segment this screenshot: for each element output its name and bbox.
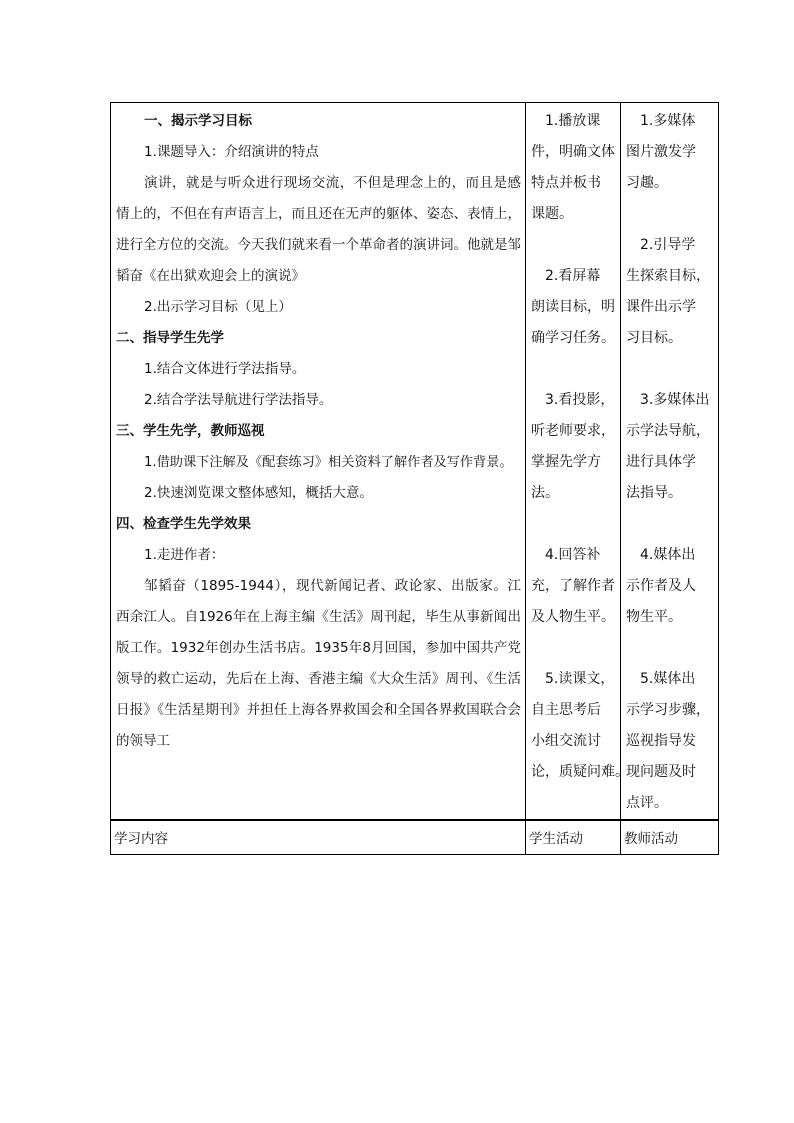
section-4-heading: 四、检查学生先学效果 [116, 516, 251, 532]
teacher-activity-line: 图片激发学 [626, 144, 696, 160]
teacher-activity-line: 5.媒体出 [640, 671, 696, 687]
section-4-paragraph: 邹韬奋（1895-1944），现代新闻记者、政论家、出版家。江西余江人。自1926年在上海主编《生活》周刊起，毕生从事新闻出版工作。1932年创办生活书店。1935年8月回国，参加中国共产党领导的救亡运动，先后在上海、香港主编《大众生活》周刊、《生活日报》《生活星期刊》并担任上海各界救国会和全国各界救国联合会的领导工 [116, 578, 521, 749]
teacher-gap [626, 199, 715, 230]
student-activity-line: 法。 [531, 485, 559, 501]
teacher-activity-line: 物生平。 [626, 609, 682, 625]
teacher-activity-line: 1.多媒体 [640, 113, 696, 129]
student-activity-label: 学生活动 [526, 820, 621, 854]
student-activity-line: 1.播放课 [545, 113, 601, 129]
student-gap [531, 509, 617, 540]
teacher-activity-line: 点评。 [626, 795, 668, 811]
student-activity-line: 件，明确文体 [531, 144, 615, 160]
teacher-activity-line: 法指导。 [626, 485, 682, 501]
student-activity-line: 5.读课文， [545, 671, 615, 687]
section-1-heading: 一、揭示学习目标 [144, 113, 252, 129]
teacher-activity-label: 教师活动 [621, 820, 719, 854]
lesson-plan-table [110, 102, 719, 855]
student-activity-line: 朗读目标，明 [531, 299, 615, 315]
student-activity-line: 充，了解作者 [531, 578, 615, 594]
student-activity-line: 小组交流讨 [531, 733, 601, 749]
header-label-row [111, 820, 719, 854]
student-activity-cell [526, 103, 629, 821]
student-activity-line: 听老师要求， [531, 423, 615, 439]
student-activity-line: 特点并板书 [531, 175, 601, 191]
learning-content-cell [111, 103, 526, 821]
student-gap [531, 230, 617, 261]
teacher-activity-line: 示学法导航， [626, 423, 710, 439]
section-2-item-1: 1.结合文体进行学法指导。 [144, 361, 306, 377]
teacher-activity-cell [621, 103, 719, 821]
student-activity-line: 3.看投影， [545, 392, 615, 408]
teacher-activity-line: 进行具体学 [626, 454, 696, 470]
teacher-activity-line: 2.引导学 [640, 237, 696, 253]
teacher-gap [626, 509, 715, 540]
teacher-gap [626, 354, 715, 385]
section-1-paragraph: 演讲，就是与听众进行现场交流，不但是理念上的，而且是感情上的，不但在有声语言上，而且还在无声的躯体、姿态、表情上，进行全方位的交流。今天我们就来看一个革命者的演讲词。他就是邹韬奋《在出狱欢迎会上的演说》 [116, 175, 521, 284]
teacher-activity-line: 示作者及人 [626, 578, 696, 594]
section-2-heading: 二、指导学生先学 [116, 330, 224, 346]
section-1-item-1: 1.课题导入：介绍演讲的特点 [144, 144, 319, 160]
student-activity-line: 及人物生平。 [531, 609, 615, 625]
student-gap [531, 354, 617, 385]
content-row [111, 103, 719, 821]
student-activity-line: 论，质疑问难。 [531, 764, 629, 780]
teacher-activity-line: 生探索目标， [626, 268, 710, 284]
learning-content-label: 学习内容 [111, 820, 526, 854]
teacher-activity-line: 4.媒体出 [640, 547, 696, 563]
teacher-activity-list [626, 106, 715, 819]
student-activity-line: 2.看屏幕 [545, 268, 601, 284]
section-1-item-2: 2.出示学习目标（见上） [144, 299, 292, 315]
section-3-item-1: 1.借助课下注解及《配套练习》相关资料了解作者及写作背景。 [144, 455, 513, 470]
teacher-gap [626, 633, 715, 664]
student-activity-line: 掌握先学方 [531, 454, 601, 470]
student-gap [531, 633, 617, 664]
student-activity-line: 确学习任务。 [531, 330, 615, 346]
section-3-item-2: 2.快速浏览课文整体感知，概括大意。 [144, 485, 373, 501]
teacher-activity-line: 3.多媒体出 [640, 392, 710, 408]
student-activity-line: 自主思考后 [531, 702, 601, 718]
teacher-activity-line: 示学习步骤， [626, 702, 710, 718]
teacher-activity-line: 现问题及时 [626, 764, 696, 780]
student-activity-line: 课题。 [531, 206, 573, 222]
teacher-activity-line: 习目标。 [626, 330, 682, 346]
teacher-activity-line: 巡视指导发 [626, 733, 696, 749]
section-3-heading: 三、学生先学，教师巡视 [116, 423, 265, 439]
section-4-item-1: 1.走进作者： [144, 547, 225, 563]
section-2-item-2: 2.结合学法导航进行学法指导。 [144, 392, 333, 408]
student-activity-line: 4.回答补 [545, 547, 601, 563]
student-activity-list [531, 106, 629, 788]
teacher-activity-line: 习趣。 [626, 175, 668, 191]
teacher-activity-line: 课件出示学 [626, 299, 696, 315]
